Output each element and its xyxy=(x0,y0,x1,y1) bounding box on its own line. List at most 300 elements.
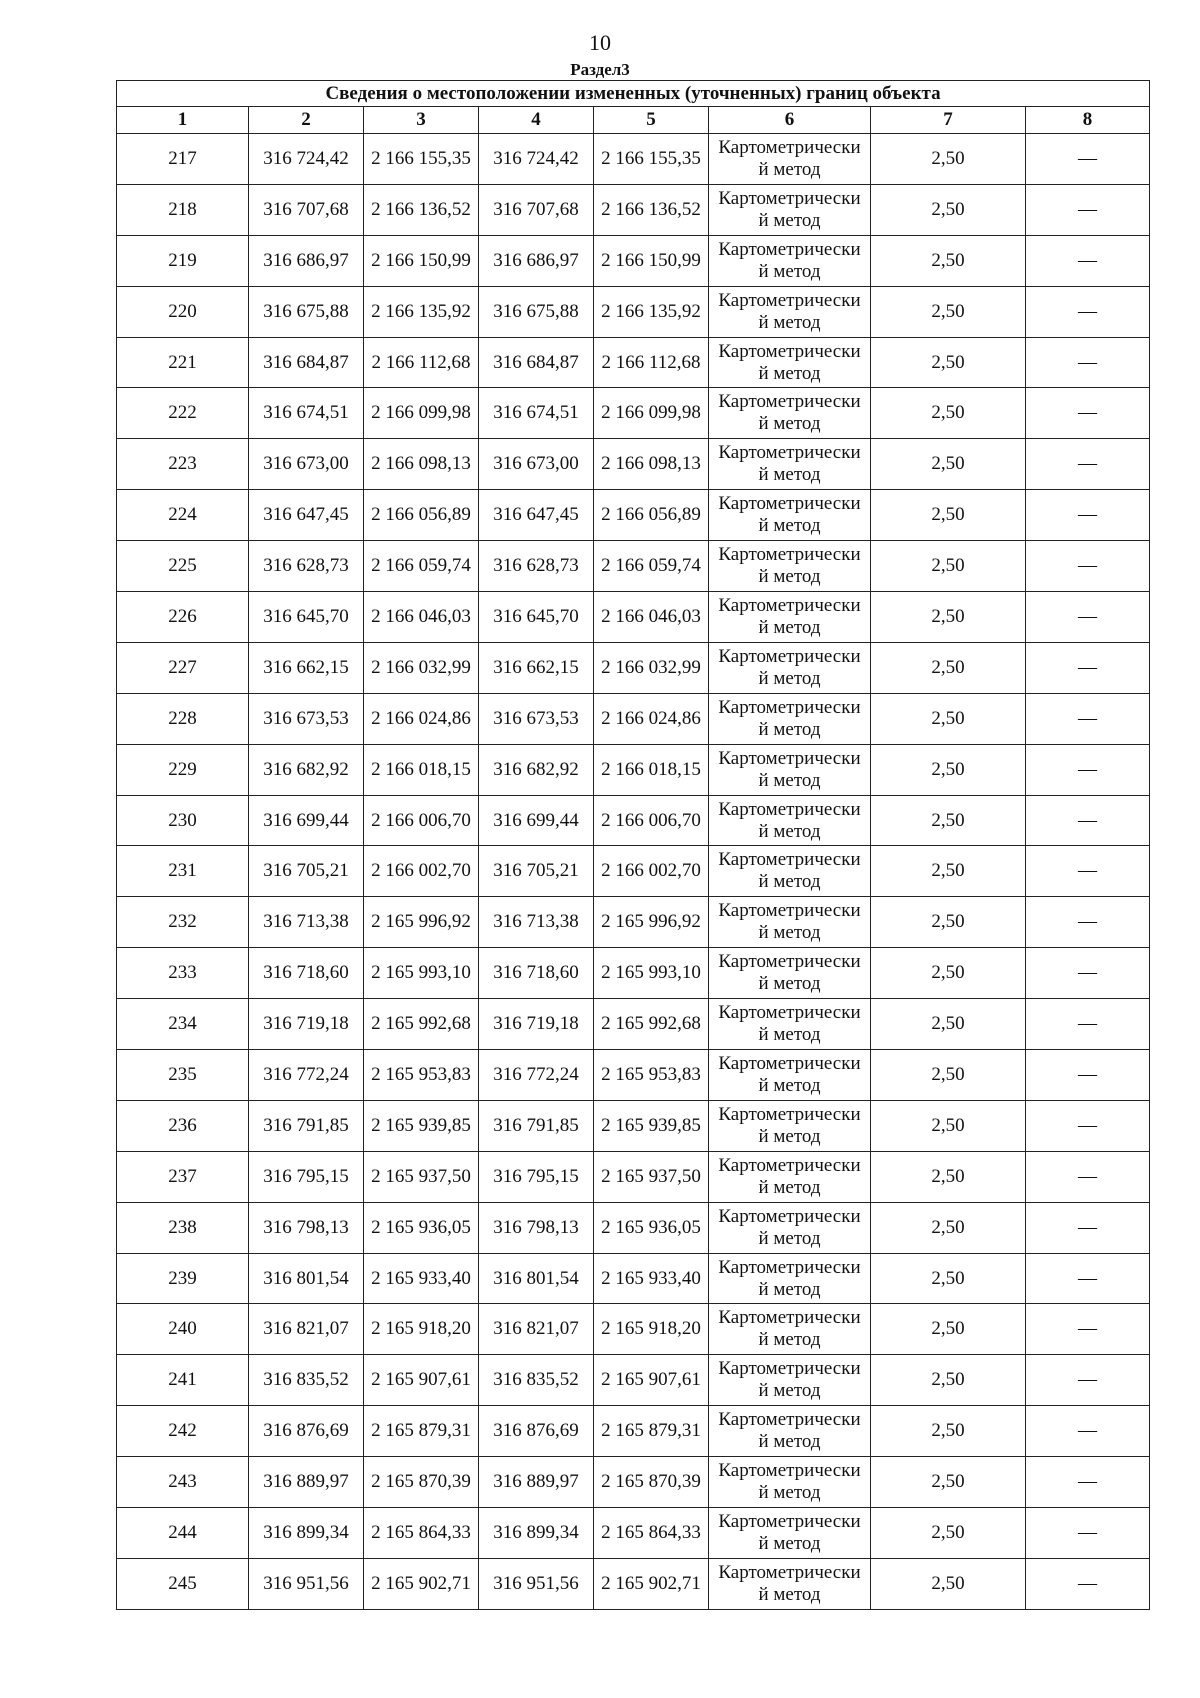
table-row xyxy=(117,134,1150,185)
cell-c8: — xyxy=(1026,1253,1150,1304)
cell-c7: 2,50 xyxy=(871,1100,1026,1151)
method-line2: й метод xyxy=(758,616,821,638)
table-row xyxy=(117,1100,1150,1151)
method-line1: Картометрически xyxy=(718,1002,861,1024)
cell-c8: — xyxy=(1026,235,1150,286)
cell-c2: 316 821,07 xyxy=(249,1304,364,1355)
cell-c3: 2 165 918,20 xyxy=(364,1304,479,1355)
cell-c3: 2 166 112,68 xyxy=(364,337,479,388)
method-line2: й метод xyxy=(758,1329,821,1351)
cell-c4: 316 647,45 xyxy=(479,490,594,541)
cell-c5: 2 165 993,10 xyxy=(594,948,709,999)
cell-c2: 316 772,24 xyxy=(249,1050,364,1101)
point-number-cell: 225 xyxy=(117,541,249,592)
cell-c7: 2,50 xyxy=(871,439,1026,490)
point-number-cell: 219 xyxy=(117,235,249,286)
table-row xyxy=(117,439,1150,490)
cell-c2: 316 791,85 xyxy=(249,1100,364,1151)
cell-c7: 2,50 xyxy=(871,948,1026,999)
point-number-cell: 236 xyxy=(117,1100,249,1151)
cell-c5: 2 165 937,50 xyxy=(594,1151,709,1202)
method-line1: Картометрически xyxy=(718,849,861,871)
method-line2: й метод xyxy=(758,1380,821,1402)
cell-c8: — xyxy=(1026,1558,1150,1609)
method-cell xyxy=(709,693,871,744)
column-number-cell: 8 xyxy=(1026,107,1150,134)
cell-c4: 316 719,18 xyxy=(479,999,594,1050)
cell-c5: 2 166 032,99 xyxy=(594,642,709,693)
cell-c4: 316 705,21 xyxy=(479,846,594,897)
column-number-cell: 2 xyxy=(249,107,364,134)
method-cell xyxy=(709,541,871,592)
method-cell xyxy=(709,1304,871,1355)
cell-c4: 316 699,44 xyxy=(479,795,594,846)
cell-c7: 2,50 xyxy=(871,388,1026,439)
cell-c5: 2 166 112,68 xyxy=(594,337,709,388)
cell-c3: 2 165 870,39 xyxy=(364,1457,479,1508)
table-row xyxy=(117,999,1150,1050)
method-line1: Картометрически xyxy=(718,1103,861,1125)
point-number-cell: 243 xyxy=(117,1457,249,1508)
cell-c2: 316 628,73 xyxy=(249,541,364,592)
method-line1: Картометрически xyxy=(718,951,861,973)
method-line1: Картометрически xyxy=(718,645,861,667)
cell-c8: — xyxy=(1026,948,1150,999)
point-number-cell: 218 xyxy=(117,184,249,235)
cell-c5: 2 166 046,03 xyxy=(594,592,709,643)
cell-c5: 2 165 992,68 xyxy=(594,999,709,1050)
cell-c5: 2 165 953,83 xyxy=(594,1050,709,1101)
cell-c5: 2 166 024,86 xyxy=(594,693,709,744)
cell-c4: 316 791,85 xyxy=(479,1100,594,1151)
method-line1: Картометрически xyxy=(718,1460,861,1482)
method-line1: Картометрически xyxy=(718,493,861,515)
method-cell xyxy=(709,592,871,643)
cell-c8: — xyxy=(1026,592,1150,643)
method-cell xyxy=(709,1558,871,1609)
method-cell xyxy=(709,439,871,490)
column-number-cell: 7 xyxy=(871,107,1026,134)
cell-c3: 2 165 953,83 xyxy=(364,1050,479,1101)
point-number-cell: 241 xyxy=(117,1355,249,1406)
cell-c2: 316 724,42 xyxy=(249,134,364,185)
table-row xyxy=(117,693,1150,744)
method-cell xyxy=(709,286,871,337)
method-line1: Картометрически xyxy=(718,442,861,464)
table-row xyxy=(117,1558,1150,1609)
cell-c7: 2,50 xyxy=(871,592,1026,643)
page-number: 10 xyxy=(589,30,611,55)
cell-c5: 2 165 936,05 xyxy=(594,1202,709,1253)
table-row xyxy=(117,1304,1150,1355)
cell-c4: 316 801,54 xyxy=(479,1253,594,1304)
method-line1: Картометрически xyxy=(718,1307,861,1329)
point-number-cell: 238 xyxy=(117,1202,249,1253)
method-line1: Картометрически xyxy=(718,594,861,616)
cell-c8: — xyxy=(1026,286,1150,337)
method-cell xyxy=(709,1202,871,1253)
cell-c7: 2,50 xyxy=(871,846,1026,897)
method-line2: й метод xyxy=(758,209,821,231)
method-line2: й метод xyxy=(758,922,821,944)
cell-c5: 2 165 870,39 xyxy=(594,1457,709,1508)
method-line1: Картометрически xyxy=(718,136,861,158)
method-cell xyxy=(709,1151,871,1202)
cell-c4: 316 713,38 xyxy=(479,897,594,948)
cell-c3: 2 166 136,52 xyxy=(364,184,479,235)
cell-c2: 316 662,15 xyxy=(249,642,364,693)
cell-c2: 316 684,87 xyxy=(249,337,364,388)
cell-c2: 316 705,21 xyxy=(249,846,364,897)
method-line2: й метод xyxy=(758,566,821,588)
cell-c5: 2 166 135,92 xyxy=(594,286,709,337)
cell-c3: 2 165 933,40 xyxy=(364,1253,479,1304)
method-line2: й метод xyxy=(758,158,821,180)
method-line2: й метод xyxy=(758,1583,821,1605)
cell-c8: — xyxy=(1026,1202,1150,1253)
cell-c8: — xyxy=(1026,184,1150,235)
cell-c4: 316 628,73 xyxy=(479,541,594,592)
cell-c8: — xyxy=(1026,1304,1150,1355)
method-line2: й метод xyxy=(758,667,821,689)
cell-c3: 2 166 155,35 xyxy=(364,134,479,185)
point-number-cell: 226 xyxy=(117,592,249,643)
point-number-cell: 223 xyxy=(117,439,249,490)
cell-c4: 316 673,53 xyxy=(479,693,594,744)
cell-c4: 316 821,07 xyxy=(479,1304,594,1355)
cell-c8: — xyxy=(1026,744,1150,795)
cell-c2: 316 889,97 xyxy=(249,1457,364,1508)
cell-c7: 2,50 xyxy=(871,1151,1026,1202)
method-cell xyxy=(709,1406,871,1457)
cell-c2: 316 719,18 xyxy=(249,999,364,1050)
cell-c3: 2 166 098,13 xyxy=(364,439,479,490)
cell-c3: 2 165 993,10 xyxy=(364,948,479,999)
cell-c3: 2 166 024,86 xyxy=(364,693,479,744)
table-row xyxy=(117,795,1150,846)
table-row xyxy=(117,235,1150,286)
column-number-cell: 6 xyxy=(709,107,871,134)
cell-c2: 316 798,13 xyxy=(249,1202,364,1253)
point-number-cell: 231 xyxy=(117,846,249,897)
cell-c8: — xyxy=(1026,1355,1150,1406)
method-line2: й метод xyxy=(758,973,821,995)
cell-c2: 316 682,92 xyxy=(249,744,364,795)
cell-c4: 316 718,60 xyxy=(479,948,594,999)
cell-c7: 2,50 xyxy=(871,1304,1026,1355)
cell-c2: 316 951,56 xyxy=(249,1558,364,1609)
table-row xyxy=(117,1406,1150,1457)
point-number-cell: 233 xyxy=(117,948,249,999)
cell-c2: 316 675,88 xyxy=(249,286,364,337)
cell-c2: 316 876,69 xyxy=(249,1406,364,1457)
method-line2: й метод xyxy=(758,1482,821,1504)
cell-c5: 2 165 879,31 xyxy=(594,1406,709,1457)
cell-c4: 316 674,51 xyxy=(479,388,594,439)
cell-c4: 316 795,15 xyxy=(479,1151,594,1202)
coordinates-table xyxy=(116,80,1150,1610)
point-number-cell: 234 xyxy=(117,999,249,1050)
cell-c5: 2 165 907,61 xyxy=(594,1355,709,1406)
table-row xyxy=(117,337,1150,388)
cell-c3: 2 165 907,61 xyxy=(364,1355,479,1406)
cell-c2: 316 686,97 xyxy=(249,235,364,286)
cell-c4: 316 673,00 xyxy=(479,439,594,490)
method-line2: й метод xyxy=(758,820,821,842)
column-number-cell: 3 xyxy=(364,107,479,134)
cell-c2: 316 713,38 xyxy=(249,897,364,948)
method-line1: Картометрически xyxy=(718,1256,861,1278)
cell-c4: 316 835,52 xyxy=(479,1355,594,1406)
method-line2: й метод xyxy=(758,1176,821,1198)
method-cell xyxy=(709,235,871,286)
cell-c2: 316 699,44 xyxy=(249,795,364,846)
cell-c3: 2 166 059,74 xyxy=(364,541,479,592)
point-number-cell: 244 xyxy=(117,1508,249,1559)
cell-c5: 2 165 902,71 xyxy=(594,1558,709,1609)
point-number-cell: 240 xyxy=(117,1304,249,1355)
method-line1: Картометрически xyxy=(718,798,861,820)
point-number-cell: 237 xyxy=(117,1151,249,1202)
cell-c5: 2 166 136,52 xyxy=(594,184,709,235)
table-row xyxy=(117,897,1150,948)
cell-c7: 2,50 xyxy=(871,337,1026,388)
table-row xyxy=(117,541,1150,592)
cell-c3: 2 166 006,70 xyxy=(364,795,479,846)
cell-c4: 316 662,15 xyxy=(479,642,594,693)
point-number-cell: 227 xyxy=(117,642,249,693)
cell-c5: 2 165 918,20 xyxy=(594,1304,709,1355)
method-line2: й метод xyxy=(758,413,821,435)
table-row xyxy=(117,1253,1150,1304)
method-cell xyxy=(709,795,871,846)
point-number-cell: 221 xyxy=(117,337,249,388)
cell-c3: 2 165 939,85 xyxy=(364,1100,479,1151)
table-row xyxy=(117,1151,1150,1202)
point-number-cell: 235 xyxy=(117,1050,249,1101)
cell-c4: 316 876,69 xyxy=(479,1406,594,1457)
method-line2: й метод xyxy=(758,1532,821,1554)
method-cell xyxy=(709,1508,871,1559)
cell-c4: 316 899,34 xyxy=(479,1508,594,1559)
cell-c7: 2,50 xyxy=(871,1050,1026,1101)
cell-c2: 316 674,51 xyxy=(249,388,364,439)
cell-c8: — xyxy=(1026,1100,1150,1151)
method-cell xyxy=(709,388,871,439)
cell-c4: 316 707,68 xyxy=(479,184,594,235)
method-cell xyxy=(709,999,871,1050)
cell-c2: 316 673,53 xyxy=(249,693,364,744)
table-row xyxy=(117,642,1150,693)
cell-c7: 2,50 xyxy=(871,1406,1026,1457)
method-line1: Картометрически xyxy=(718,187,861,209)
method-line2: й метод xyxy=(758,871,821,893)
cell-c2: 316 673,00 xyxy=(249,439,364,490)
cell-c2: 316 707,68 xyxy=(249,184,364,235)
cell-c7: 2,50 xyxy=(871,1558,1026,1609)
point-number-cell: 228 xyxy=(117,693,249,744)
cell-c4: 316 684,87 xyxy=(479,337,594,388)
table-row xyxy=(117,184,1150,235)
cell-c7: 2,50 xyxy=(871,286,1026,337)
table-row xyxy=(117,744,1150,795)
cell-c8: — xyxy=(1026,1508,1150,1559)
cell-c4: 316 645,70 xyxy=(479,592,594,643)
cell-c8: — xyxy=(1026,541,1150,592)
cell-c4: 316 682,92 xyxy=(479,744,594,795)
method-line1: Картометрически xyxy=(718,289,861,311)
method-line1: Картометрически xyxy=(718,1358,861,1380)
cell-c2: 316 801,54 xyxy=(249,1253,364,1304)
cell-c7: 2,50 xyxy=(871,1202,1026,1253)
method-line2: й метод xyxy=(758,311,821,333)
method-line2: й метод xyxy=(758,1024,821,1046)
cell-c8: — xyxy=(1026,490,1150,541)
column-number-cell: 1 xyxy=(117,107,249,134)
cell-c3: 2 165 936,05 xyxy=(364,1202,479,1253)
column-number-cell: 4 xyxy=(479,107,594,134)
cell-c7: 2,50 xyxy=(871,1457,1026,1508)
cell-c2: 316 647,45 xyxy=(249,490,364,541)
method-line2: й метод xyxy=(758,1125,821,1147)
cell-c5: 2 165 933,40 xyxy=(594,1253,709,1304)
column-number-cell: 5 xyxy=(594,107,709,134)
method-cell xyxy=(709,642,871,693)
method-cell xyxy=(709,948,871,999)
cell-c8: — xyxy=(1026,388,1150,439)
cell-c2: 316 645,70 xyxy=(249,592,364,643)
method-line1: Картометрически xyxy=(718,1205,861,1227)
table-row xyxy=(117,1355,1150,1406)
cell-c5: 2 166 002,70 xyxy=(594,846,709,897)
method-line2: й метод xyxy=(758,464,821,486)
cell-c3: 2 165 996,92 xyxy=(364,897,479,948)
cell-c2: 316 795,15 xyxy=(249,1151,364,1202)
point-number-cell: 232 xyxy=(117,897,249,948)
cell-c4: 316 889,97 xyxy=(479,1457,594,1508)
table-row xyxy=(117,1202,1150,1253)
cell-c7: 2,50 xyxy=(871,897,1026,948)
method-line1: Картометрически xyxy=(718,1561,861,1583)
cell-c5: 2 165 996,92 xyxy=(594,897,709,948)
point-number-cell: 222 xyxy=(117,388,249,439)
method-line2: й метод xyxy=(758,260,821,282)
cell-c8: — xyxy=(1026,1050,1150,1101)
cell-c2: 316 899,34 xyxy=(249,1508,364,1559)
cell-c3: 2 166 056,89 xyxy=(364,490,479,541)
method-line2: й метод xyxy=(758,769,821,791)
method-line1: Картометрически xyxy=(718,747,861,769)
cell-c5: 2 166 099,98 xyxy=(594,388,709,439)
cell-c7: 2,50 xyxy=(871,184,1026,235)
cell-c8: — xyxy=(1026,693,1150,744)
cell-c7: 2,50 xyxy=(871,1253,1026,1304)
cell-c5: 2 166 155,35 xyxy=(594,134,709,185)
table-row xyxy=(117,1050,1150,1101)
cell-c7: 2,50 xyxy=(871,744,1026,795)
point-number-cell: 224 xyxy=(117,490,249,541)
cell-c4: 316 724,42 xyxy=(479,134,594,185)
cell-c8: — xyxy=(1026,795,1150,846)
method-line1: Картометрически xyxy=(718,391,861,413)
method-line1: Картометрически xyxy=(718,900,861,922)
table-row xyxy=(117,388,1150,439)
cell-c8: — xyxy=(1026,999,1150,1050)
cell-c3: 2 165 864,33 xyxy=(364,1508,479,1559)
cell-c5: 2 166 098,13 xyxy=(594,439,709,490)
cell-c7: 2,50 xyxy=(871,1355,1026,1406)
cell-c5: 2 166 059,74 xyxy=(594,541,709,592)
cell-c5: 2 165 864,33 xyxy=(594,1508,709,1559)
method-line2: й метод xyxy=(758,1227,821,1249)
cell-c7: 2,50 xyxy=(871,134,1026,185)
cell-c5: 2 166 018,15 xyxy=(594,744,709,795)
cell-c4: 316 772,24 xyxy=(479,1050,594,1101)
cell-c8: — xyxy=(1026,1151,1150,1202)
cell-c5: 2 166 006,70 xyxy=(594,795,709,846)
cell-c8: — xyxy=(1026,846,1150,897)
table-body xyxy=(117,134,1150,1610)
method-cell xyxy=(709,846,871,897)
method-cell xyxy=(709,897,871,948)
cell-c3: 2 165 902,71 xyxy=(364,1558,479,1609)
method-line2: й метод xyxy=(758,1278,821,1300)
point-number-cell: 242 xyxy=(117,1406,249,1457)
cell-c2: 316 835,52 xyxy=(249,1355,364,1406)
method-line1: Картометрически xyxy=(718,238,861,260)
cell-c3: 2 166 099,98 xyxy=(364,388,479,439)
table-row xyxy=(117,592,1150,643)
method-line1: Картометрически xyxy=(718,1510,861,1532)
cell-c7: 2,50 xyxy=(871,541,1026,592)
column-number-row xyxy=(117,107,1150,134)
cell-c3: 2 166 046,03 xyxy=(364,592,479,643)
cell-c7: 2,50 xyxy=(871,1508,1026,1559)
method-line2: й метод xyxy=(758,362,821,384)
cell-c4: 316 675,88 xyxy=(479,286,594,337)
method-cell xyxy=(709,1253,871,1304)
point-number-cell: 239 xyxy=(117,1253,249,1304)
method-cell xyxy=(709,1355,871,1406)
method-cell xyxy=(709,744,871,795)
cell-c3: 2 165 992,68 xyxy=(364,999,479,1050)
cell-c7: 2,50 xyxy=(871,642,1026,693)
table-caption: Сведения о местоположении измененных (уточненных) границ объекта xyxy=(117,81,1150,107)
section-title: Раздел3 xyxy=(570,60,630,79)
cell-c8: — xyxy=(1026,1406,1150,1457)
method-cell xyxy=(709,134,871,185)
table-row xyxy=(117,948,1150,999)
cell-c7: 2,50 xyxy=(871,999,1026,1050)
method-cell xyxy=(709,184,871,235)
cell-c8: — xyxy=(1026,134,1150,185)
cell-c8: — xyxy=(1026,897,1150,948)
cell-c4: 316 798,13 xyxy=(479,1202,594,1253)
cell-c7: 2,50 xyxy=(871,693,1026,744)
cell-c2: 316 718,60 xyxy=(249,948,364,999)
cell-c3: 2 166 150,99 xyxy=(364,235,479,286)
table-row xyxy=(117,1457,1150,1508)
method-line1: Картометрически xyxy=(718,696,861,718)
method-line2: й метод xyxy=(758,515,821,537)
method-line2: й метод xyxy=(758,718,821,740)
cell-c8: — xyxy=(1026,1457,1150,1508)
cell-c3: 2 165 879,31 xyxy=(364,1406,479,1457)
cell-c5: 2 165 939,85 xyxy=(594,1100,709,1151)
point-number-cell: 220 xyxy=(117,286,249,337)
cell-c8: — xyxy=(1026,337,1150,388)
table-row xyxy=(117,1508,1150,1559)
